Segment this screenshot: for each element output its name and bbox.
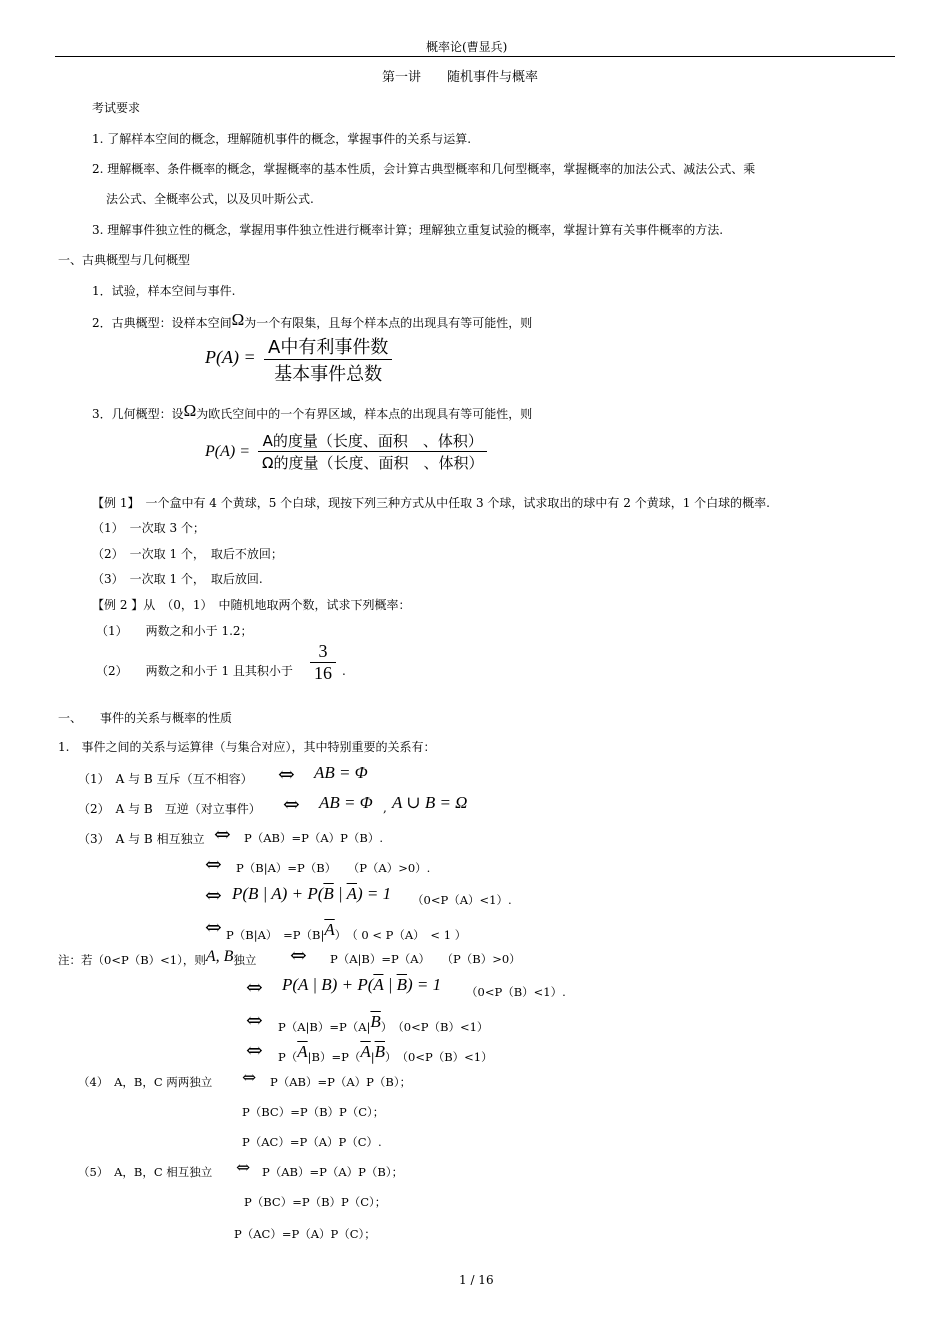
example1-part-1: （1） 一次取 3 个； xyxy=(92,521,205,535)
relation2-math-b: A ∪ B = Ω xyxy=(392,793,468,812)
lecture-title: 第一讲 随机事件与概率 xyxy=(382,70,539,85)
example2-fraction xyxy=(310,641,336,684)
header-rule xyxy=(55,56,895,57)
relation5-line-1: P（AB）=P（A）P（B）； xyxy=(262,1165,404,1179)
relation5-line-2: P（BC）=P（B）P（C）； xyxy=(244,1195,387,1209)
relation3-label: （3） A 与 B 相互独立 xyxy=(78,832,205,846)
iff-icon-r5: ⇔ xyxy=(236,1158,251,1178)
section2-heading: 一、 事件的关系与概率的性质 xyxy=(58,711,233,725)
page-number: 1 / 16 xyxy=(459,1273,494,1287)
relation1-label: （1） A 与 B 互斥（互不相容） xyxy=(78,772,253,786)
s1-item-1: 1．试验，样本空间与事件. xyxy=(92,284,236,298)
note-line-4-b: |B）=P（ xyxy=(307,1050,361,1064)
note-line-4-abar-2: $\overline{A}$ xyxy=(360,1042,371,1061)
note-line-4-c: ） （0<P（B）<1） xyxy=(385,1050,493,1064)
relation2-math-a: AB = Φ xyxy=(319,793,373,812)
note-line-4-a: P（ xyxy=(278,1050,298,1064)
omega-symbol: Ω xyxy=(231,310,245,329)
example2: 【例 2 】从 （0，1） 中随机地取两个数，试求下列概率： xyxy=(92,598,411,612)
relation4-label: （4） A，B，C 两两独立 xyxy=(78,1075,213,1089)
formula1-fraction xyxy=(264,333,392,386)
iff-icon-r4: ⇔ xyxy=(242,1068,257,1088)
iff-icon-note-l3: ⇔ xyxy=(246,1008,263,1032)
relation3-line-3-math: P(B | $A) + P(\overline{B}$ | $\overline{A}) = 1$ xyxy=(232,884,392,903)
formula2-fraction xyxy=(258,430,487,473)
relation3-line-2: P（B|A）=P（B） （P（A）>0）. xyxy=(236,861,431,875)
s1-item-3-pre: 3．几何概型：设 xyxy=(92,407,184,421)
example2-part-2-pre: （2） 两数之和小于 1 且其积小于 xyxy=(96,664,293,678)
example2-frac-den: 16 xyxy=(310,662,336,684)
note-pre: 注：若（0<P（B）<1），则 xyxy=(58,953,206,967)
note-line-3-post: ） （0<P（B）<1） xyxy=(380,1020,489,1034)
exam-item-2-cont: 法公式、全概率公式，以及贝叶斯公式. xyxy=(106,192,314,206)
iff-icon-r2: ⇔ xyxy=(283,792,300,816)
relation2-comma: , xyxy=(383,801,387,815)
s1-item-2-post: 为一个有限集，且每个样本点的出现具有等可能性，则 xyxy=(244,316,533,330)
example1: 【例 1】 一个盒中有 4 个黄球，5 个白球，现按下列三种方式从中任取 3 个球，试求取出的球中有 2 个黄球，1 个白球的概率. xyxy=(92,496,770,510)
omega-symbol-2: Ω xyxy=(183,401,197,420)
example2-part-2-post: . xyxy=(342,664,346,678)
relation5-label: （5） A，B，C 相互独立 xyxy=(78,1165,213,1179)
example1-part-2: （2） 一次取 1 个， 取后不放回； xyxy=(92,547,283,561)
relation3-line-4 xyxy=(226,920,467,944)
relation4-line-3: P（AC）=P（A）P（C）. xyxy=(242,1135,382,1149)
note-line-2-math: P(A | $B) + P(\overline{A}$ | $\overline{B}) = 1$ xyxy=(282,975,442,994)
iff-icon-note-l2: ⇔ xyxy=(246,975,263,999)
relation3-line-4-pre: P（B|A） =P（B| xyxy=(226,928,325,942)
relation4-line-2: P（BC）=P（B）P（C）； xyxy=(242,1105,385,1119)
note-line-4-bbar: $\overline{B}$ xyxy=(374,1042,385,1061)
s1-item-2-pre: 2．古典概型：设样本空间 xyxy=(92,316,232,330)
running-header: 概率论(曹显兵) xyxy=(426,40,508,54)
formula1-lhs: P(A) = xyxy=(205,347,256,367)
example2-part-2 xyxy=(96,662,293,679)
s2-item-1: 1. 事件之间的关系与运算律（与集合对应），其中特别重要的关系有： xyxy=(58,740,436,754)
example1-part-3: （3） 一次取 1 个， 取后放回. xyxy=(92,572,263,586)
example2-part-1: （1） 两数之和小于 1.2； xyxy=(96,624,253,638)
note-mid: 独立 xyxy=(233,953,257,967)
exam-item-1: 1. 了解样本空间的概念，理解随机事件的概念，掌握事件的关系与运算. xyxy=(92,132,472,146)
section1-heading: 一、古典概型与几何概型 xyxy=(58,253,191,267)
iff-icon-note-l4: ⇔ xyxy=(246,1038,263,1062)
note-line-2-cond: （0<P（B）<1）. xyxy=(466,985,566,999)
iff-icon-r3-l2: ⇔ xyxy=(205,852,222,876)
relation3-line-4-abar: $\overline{A}$ xyxy=(324,920,335,939)
formula2-lhs: P(A) = xyxy=(205,443,250,460)
s1-item-2 xyxy=(92,312,532,332)
iff-icon-r3: ⇔ xyxy=(214,822,231,846)
relation5-line-3: P（AC）=P（A）P（C）； xyxy=(234,1227,376,1241)
relation3-line-3-cond: （0<P（A）<1）. xyxy=(412,893,512,907)
note-line-1: P（A|B）=P（A） （P（B）>0） xyxy=(330,952,521,966)
exam-item-2: 2. 理解概率、条件概率的概念，掌握概率的基本性质，会计算古典型概率和几何型概率，掌握概率的加法公式、减法公式、乘 xyxy=(92,162,756,176)
note-line-4-sep: | xyxy=(370,1050,375,1064)
example2-frac-num: 3 xyxy=(318,641,328,661)
exam-item-3: 3. 理解事件独立性的概念，掌握用事件独立性进行概率计算；理解独立重复试验的概率，掌握计算有关事件概率的方法. xyxy=(92,223,724,237)
exam-heading: 考试要求 xyxy=(92,101,141,115)
relation4-line-1: P（AB）=P（A）P（B）； xyxy=(270,1075,412,1089)
relation3-line-1: P（AB）=P（A）P（B）. xyxy=(244,831,384,845)
s1-item-3 xyxy=(92,403,532,423)
note-line-4 xyxy=(278,1042,493,1066)
iff-icon-r1: ⇔ xyxy=(278,762,295,786)
note-line-3 xyxy=(278,1012,489,1036)
iff-icon-note: ⇔ xyxy=(290,943,307,967)
note-line-4-abar: $\overline{A}$ xyxy=(297,1042,308,1061)
note-line-3-pre: P（A|B）=P（A| xyxy=(278,1020,371,1034)
iff-icon-r3-l4: ⇔ xyxy=(205,915,222,939)
relation2-label: （2） A 与 B 互逆（对立事件） xyxy=(78,802,261,816)
formula1-numerator: A中有利事件数 xyxy=(268,337,389,358)
relation3-line-4-post: ） （ 0 < P（A） < 1 ） xyxy=(334,928,467,942)
s1-item-3-post: 为欧氏空间中的一个有界区域，样本点的出现具有等可能性，则 xyxy=(196,407,533,421)
relation1-math: AB = Φ xyxy=(314,763,368,782)
formula2-denominator: Ω的度量（长度、面积 、体积） xyxy=(258,451,487,473)
formula2-numerator: A的度量（长度、面积 、体积） xyxy=(262,432,483,450)
iff-icon-r3-l3: ⇔ xyxy=(205,883,222,907)
formula1-denominator: 基本事件总数 xyxy=(264,359,392,386)
note-ab: A, B xyxy=(205,948,234,965)
note-line-3-bbar: $\overline{B}$ xyxy=(370,1012,381,1031)
note-line xyxy=(58,948,257,969)
